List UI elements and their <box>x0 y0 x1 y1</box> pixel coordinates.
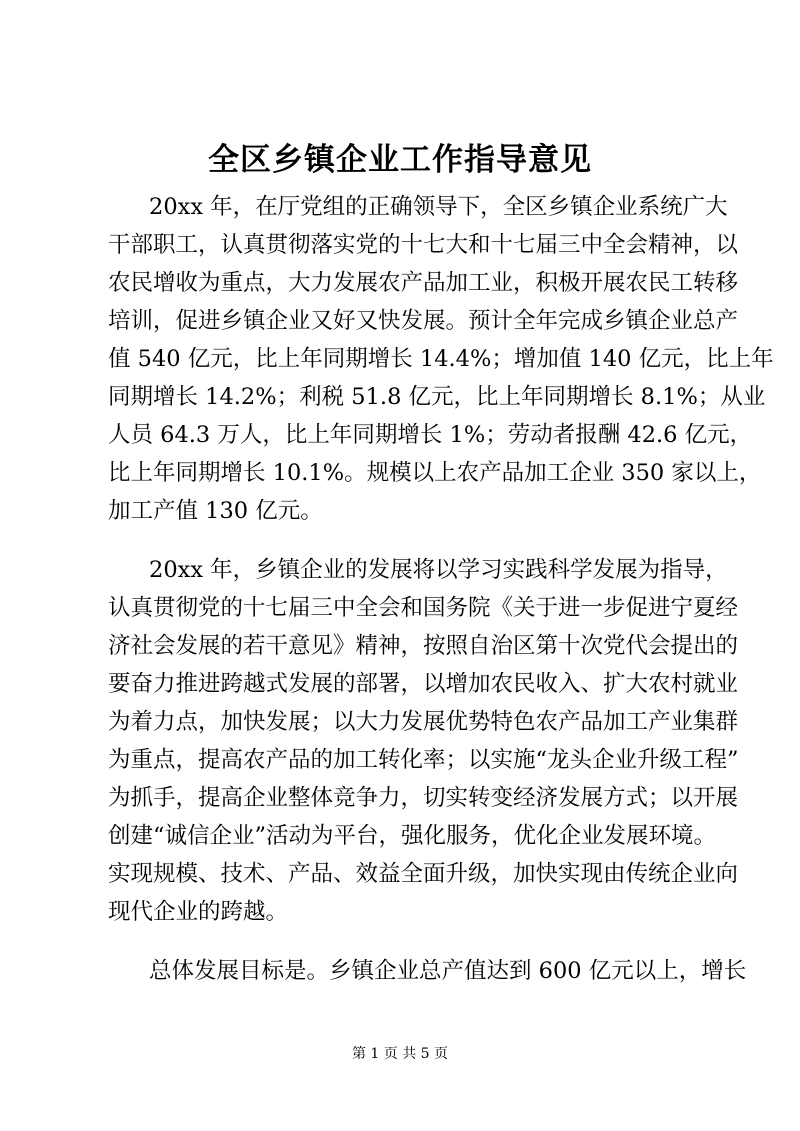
paragraph-1-line-3: 农民增收为重点，大力发展农产品加工业，积极开展农民工转移 <box>108 270 739 296</box>
page-footer: 第 1 页 共 5 页 <box>351 1046 449 1062</box>
paragraph-2-line-1: 20xx 年，乡镇企业的发展将以学习实践科学发展为指导， <box>149 557 728 583</box>
paragraph-1-line-5: 值 540 亿元，比上年同期增长 14.4%；增加值 140 亿元，比上年 <box>108 346 774 372</box>
paragraph-1-line-2: 干部职工，认真贯彻落实党的十七大和十七届三中全会精神，以 <box>108 232 739 258</box>
paragraph-2-line-2: 认真贯彻党的十七届三中全会和国务院《关于进一步促进宁夏经 <box>108 595 739 621</box>
paragraph-1-line-4: 培训，促进乡镇企业又好又快发展。预计全年完成乡镇企业总产 <box>108 308 739 334</box>
paragraph-3-line-1: 总体发展目标是。乡镇企业总产值达到 600 亿元以上，增长 <box>149 958 747 984</box>
document-title: 全区乡镇企业工作指导意见 <box>208 142 592 178</box>
paragraph-1-line-9: 加工产值 130 亿元。 <box>108 498 323 524</box>
paragraph-2-line-8: 创建“诚信企业”活动为平台，强化服务，优化企业发展环境。 <box>108 823 717 849</box>
paragraph-2-line-3: 济社会发展的若干意见》精神，按照自治区第十次党代会提出的 <box>108 633 739 659</box>
paragraph-1-line-1: 20xx 年，在厅党组的正确领导下，全区乡镇企业系统广大 <box>149 194 728 220</box>
paragraph-2-line-7: 为抓手，提高企业整体竞争力，切实转变经济发展方式；以开展 <box>108 785 739 811</box>
paragraph-1-line-8: 比上年同期增长 10.1%。规模以上农产品加工企业 350 家以上， <box>108 460 762 486</box>
paragraph-2-line-6: 为重点，提高农产品的加工转化率；以实施“龙头企业升级工程” <box>108 747 739 773</box>
paragraph-2-line-10: 现代企业的跨越。 <box>108 899 289 925</box>
paragraph-2-line-5: 为着力点，加快发展；以大力发展优势特色农产品加工产业集群 <box>108 709 739 735</box>
paragraph-2-line-4: 要奋力推进跨越式发展的部署，以增加农民收入、扩大农村就业 <box>108 671 739 697</box>
paragraph-1-line-7: 人员 64.3 万人，比上年同期增长 1%；劳动者报酬 42.6 亿元， <box>108 422 753 448</box>
paragraph-1-line-6: 同期增长 14.2%；利税 51.8 亿元，比上年同期增长 8.1%；从业 <box>108 384 766 410</box>
paragraph-2-line-9: 实现规模、技术、产品、效益全面升级，加快实现由传统企业向 <box>108 861 739 887</box>
